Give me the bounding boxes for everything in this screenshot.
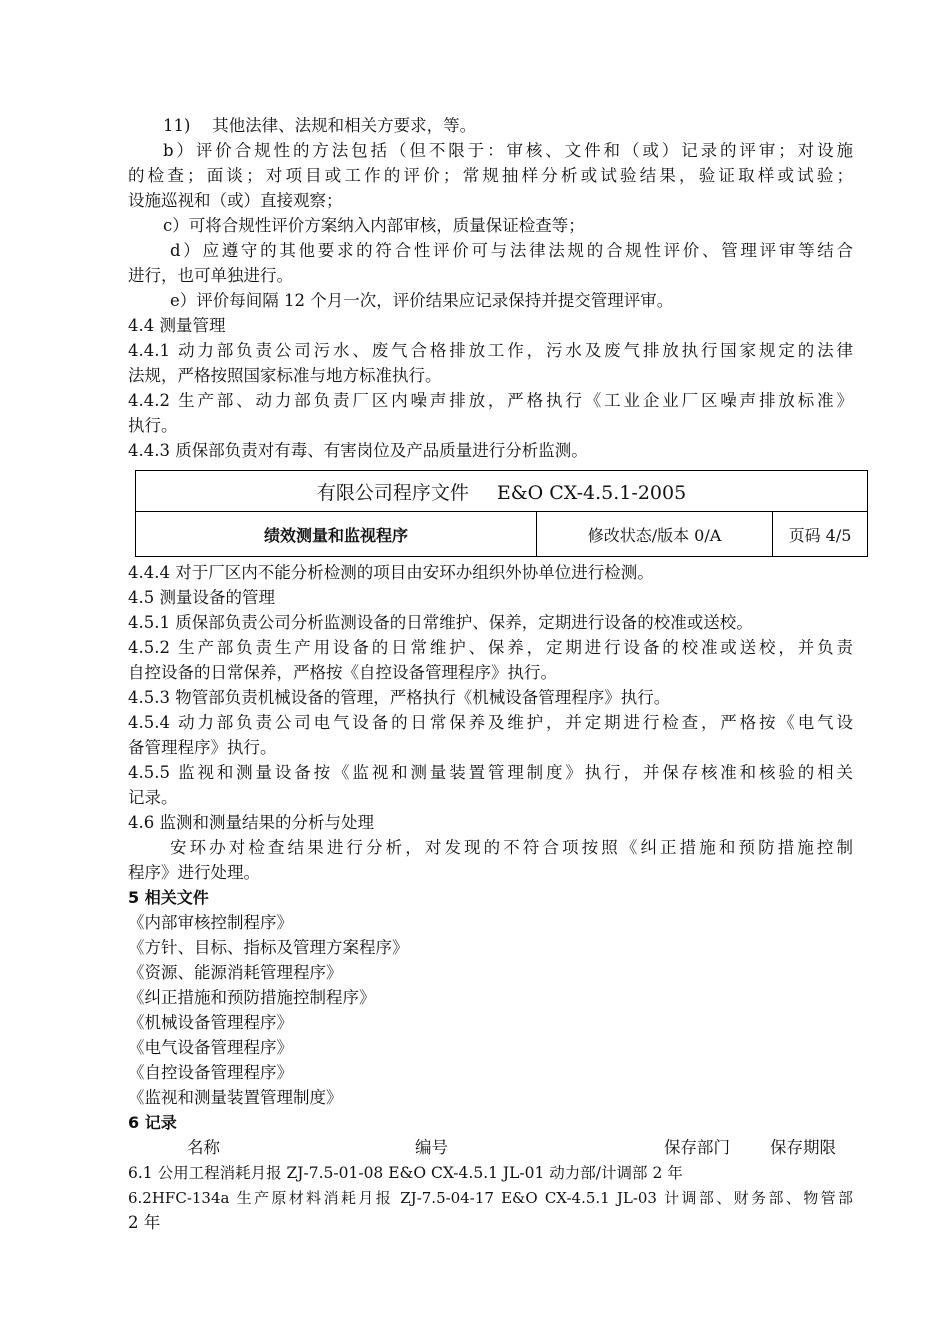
related-document: 《机械设备管理程序》 bbox=[128, 1013, 293, 1032]
records-col-department: 保存部门 bbox=[664, 1138, 730, 1157]
text-line: c）可将合规性评价方案纳入内部审核，质量保证检查等； bbox=[163, 216, 585, 235]
procedure-name: 绩效测量和监视程序 bbox=[136, 512, 537, 557]
text-line: 进行，也可单独进行。 bbox=[128, 266, 293, 285]
text-line: 设施巡视和（或）直接观察； bbox=[128, 191, 343, 210]
revision-status: 修改状态/版本 0/A bbox=[537, 512, 773, 557]
text-line: 4.5.3 物管部负责机械设备的管理，严格执行《机械设备管理程序》执行。 bbox=[128, 688, 671, 707]
section-heading-related-docs: 5 相关文件 bbox=[128, 888, 209, 907]
text-line: 记录。 bbox=[128, 788, 178, 807]
related-document: 《监视和测量装置管理制度》 bbox=[128, 1088, 343, 1107]
text-line: d）应遵守的其他要求的符合性评价可与法律法规的合规性评价、管理评审等结合 bbox=[170, 241, 853, 260]
text-line: 执行。 bbox=[128, 416, 178, 435]
text-line: e）评价每间隔 12 个月一次，评价结果应记录保持并提交管理评审。 bbox=[170, 291, 674, 310]
related-document: 《自控设备管理程序》 bbox=[128, 1063, 293, 1082]
text-line: 安环办对检查结果进行分析，对发现的不符合项按照《纠正措施和预防措施控制 bbox=[170, 838, 853, 857]
section-heading: 4.5 测量设备的管理 bbox=[128, 588, 275, 607]
text-line: 自控设备的日常保养，严格按《自控设备管理程序》执行。 bbox=[128, 663, 557, 682]
text-line: 4.5.5 监视和测量设备按《监视和测量装置管理制度》执行，并保存核准和核验的相关 bbox=[128, 763, 853, 782]
section-heading: 4.4 测量管理 bbox=[128, 316, 226, 335]
text-line: 4.4.2 生产部、动力部负责厂区内噪声排放，严格执行《工业企业厂区噪声排放标准》 bbox=[128, 391, 853, 410]
records-row-continuation: 2 年 bbox=[128, 1213, 161, 1232]
text-line: 4.5.4 动力部负责公司电气设备的日常保养及维护，并定期进行检查，严格按《电气设 bbox=[128, 713, 853, 732]
records-col-name: 名称 bbox=[187, 1138, 220, 1157]
records-row: 6.1 公用工程消耗月报 ZJ-7.5-01-08 E&O CX-4.5.1 JL-01 动力部/计调部 2 年 bbox=[128, 1164, 683, 1182]
section-heading-records: 6 记录 bbox=[128, 1113, 177, 1132]
records-col-number: 编号 bbox=[415, 1138, 448, 1157]
text-line: 法规，严格按照国家标准与地方标准执行。 bbox=[128, 366, 442, 385]
text-line: 4.5.1 质保部负责公司分析监测设备的日常维护、保养，定期进行设备的校准或送校。 bbox=[128, 613, 753, 632]
header-title-cell bbox=[136, 471, 868, 512]
company-title: 有限公司程序文件 bbox=[316, 481, 469, 504]
related-document: 《内部审核控制程序》 bbox=[128, 913, 293, 932]
text-line: 程序》进行处理。 bbox=[128, 863, 260, 882]
related-document: 《方针、目标、指标及管理方案程序》 bbox=[128, 938, 409, 957]
text-line: 4.4.3 质保部负责对有毒、有害岗位及产品质量进行分析监测。 bbox=[128, 441, 588, 460]
text-line: b）评价合规性的方法包括（但不限于：审核、文件和（或）记录的评审；对设施 bbox=[163, 141, 853, 160]
text-line: 4.4.4 对于厂区内不能分析检测的项目由安环办组织外协单位进行检测。 bbox=[128, 563, 654, 582]
text-line: 4.4.1 动力部负责公司污水、废气合格排放工作，污水及废气排放执行国家规定的法律 bbox=[128, 341, 853, 360]
text-line: 的检查；面谈；对项目或工作的评价；常规抽样分析或试验结果，验证取样或试验； bbox=[128, 166, 853, 185]
text-line: 4.5.2 生产部负责生产用设备的日常维护、保养，定期进行设备的校准或送校，并负责 bbox=[128, 638, 853, 657]
records-row: 6.2HFC-134a 生产原材料消耗月报 ZJ-7.5-04-17 E&O CX-4.5.1 JL-03 计调部、财务部、物管部 bbox=[128, 1189, 853, 1207]
related-document: 《电气设备管理程序》 bbox=[128, 1038, 293, 1057]
text-line: 11) 其他法律、法规和相关方要求，等。 bbox=[163, 116, 477, 135]
text-line: 备管理程序》执行。 bbox=[128, 738, 277, 757]
records-col-retention: 保存期限 bbox=[770, 1138, 836, 1157]
document-code: E&O CX-4.5.1-2005 bbox=[496, 481, 687, 504]
section-heading: 4.6 监测和测量结果的分析与处理 bbox=[128, 813, 374, 832]
document-header-table bbox=[135, 470, 868, 557]
related-document: 《纠正措施和预防措施控制程序》 bbox=[128, 988, 376, 1007]
related-document: 《资源、能源消耗管理程序》 bbox=[128, 963, 343, 982]
page-number: 页码 4/5 bbox=[773, 512, 868, 557]
